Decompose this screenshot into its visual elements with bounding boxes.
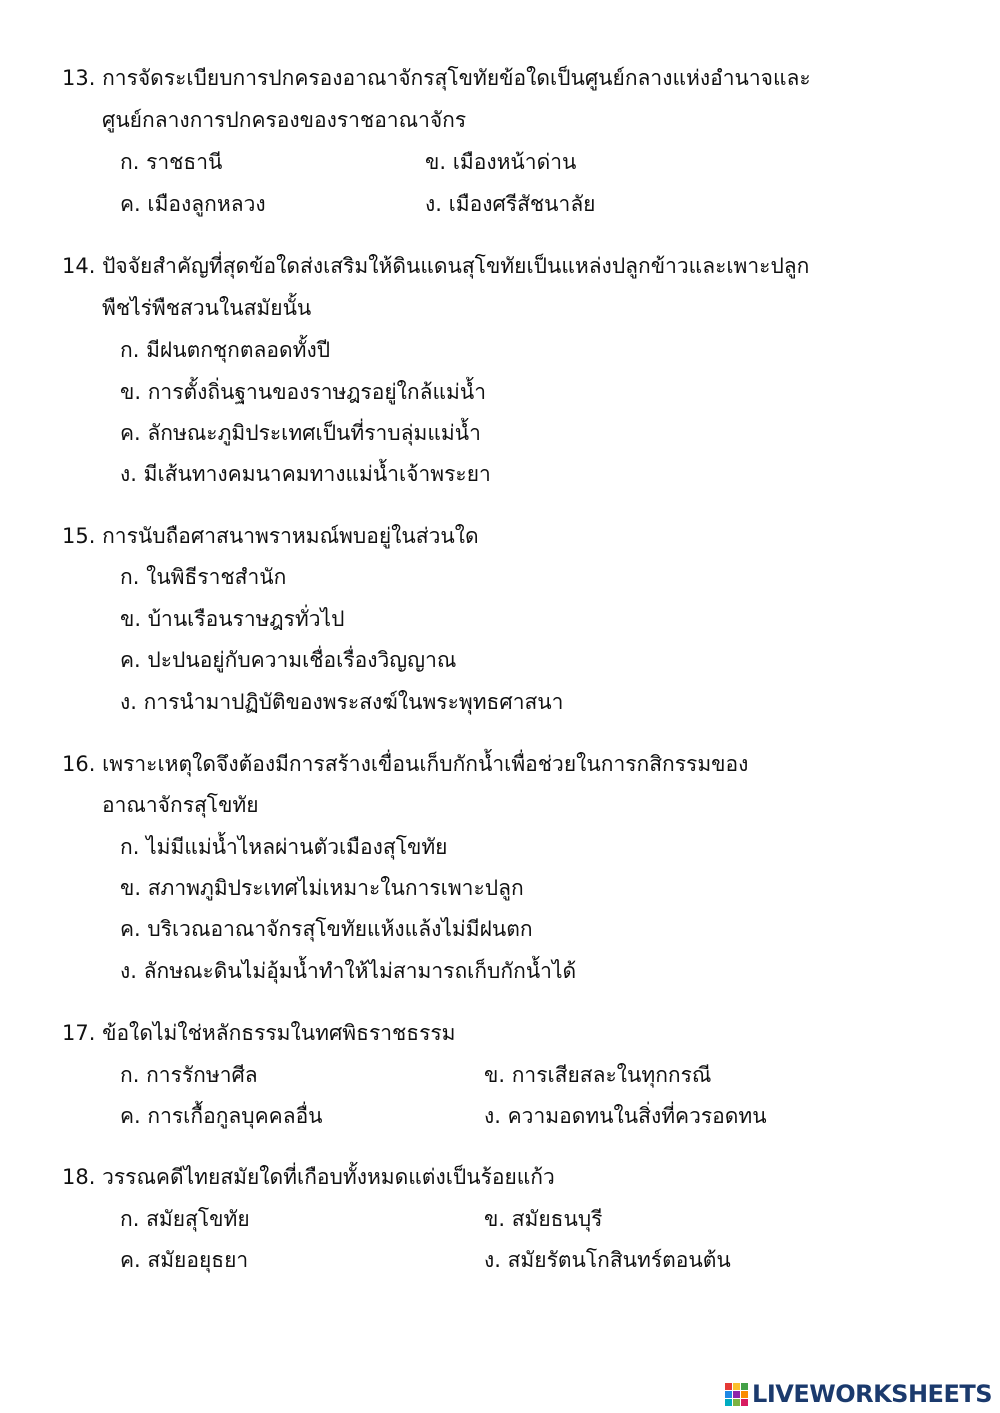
question-15-option-d[interactable]: ง. การนำมาปฏิบัติของพระสงฆ์ในพระพุทธศาสนา xyxy=(120,690,564,714)
question-13-option-c[interactable]: ค. เมืองลูกหลวง xyxy=(120,192,266,216)
question-16-option-d[interactable]: ง. ลักษณะดินไม่อุ้มน้ำทำให้ไม่สามารถเก็บกักน้ำได้ xyxy=(120,959,577,983)
question-15-option-a[interactable]: ก. ในพิธีราชสำนัก xyxy=(120,565,287,589)
question-16-line-1 xyxy=(62,748,748,780)
question-16-number: 16. xyxy=(62,752,96,776)
question-14-option-d[interactable]: ง. มีเส้นทางคมนาคมทางแม่น้ำเจ้าพระยา xyxy=(120,462,491,486)
question-18-option-c[interactable]: ค. สมัยอยุธยา xyxy=(120,1248,249,1272)
question-13-line-1 xyxy=(62,62,811,94)
liveworksheets-logo-text: LIVEWORKSHEETS xyxy=(752,1380,992,1408)
question-13-option-a[interactable]: ก. ราชธานี xyxy=(120,150,223,174)
question-18-number: 18. xyxy=(62,1165,96,1189)
question-15-option-c[interactable]: ค. ปะปนอยู่กับความเชื่อเรื่องวิญญาณ xyxy=(120,648,457,672)
question-13-option-d[interactable]: ง. เมืองศรีสัชนาลัย xyxy=(425,192,596,216)
question-16-option-b[interactable]: ข. สภาพภูมิประเทศไม่เหมาะในการเพาะปลูก xyxy=(120,876,524,900)
question-17-number: 17. xyxy=(62,1021,96,1045)
question-18-option-d[interactable]: ง. สมัยรัตนโกสินทร์ตอนต้น xyxy=(484,1248,731,1272)
question-18-option-a[interactable]: ก. สมัยสุโขทัย xyxy=(120,1207,250,1231)
question-13-line-2: ศูนย์กลางการปกครองของราชอาณาจักร xyxy=(102,108,467,132)
question-16-option-a[interactable]: ก. ไม่มีแม่น้ำไหลผ่านตัวเมืองสุโขทัย xyxy=(120,835,448,859)
question-17-option-b[interactable]: ข. การเสียสละในทุกกรณี xyxy=(484,1063,712,1087)
question-15-number: 15. xyxy=(62,524,96,548)
question-17-option-a[interactable]: ก. การรักษาศีล xyxy=(120,1063,258,1087)
question-14-line-1 xyxy=(62,250,809,282)
question-13-number: 13. xyxy=(62,66,96,90)
question-14-line-2: พืชไร่พืชสวนในสมัยนั้น xyxy=(102,296,312,320)
question-16-line-2: อาณาจักรสุโขทัย xyxy=(102,793,259,817)
question-14-option-c[interactable]: ค. ลักษณะภูมิประเทศเป็นที่ราบลุ่มแม่น้ำ xyxy=(120,421,481,445)
question-14-option-b[interactable]: ข. การตั้งถิ่นฐานของราษฎรอยู่ใกล้แม่น้ำ xyxy=(120,380,486,404)
question-17-option-d[interactable]: ง. ความอดทนในสิ่งที่ควรอดทน xyxy=(484,1104,767,1128)
liveworksheets-logo-icon xyxy=(725,1383,748,1406)
question-18-option-b[interactable]: ข. สมัยธนบุรี xyxy=(484,1207,603,1231)
question-13-text: การจัดระเบียบการปกครองอาณาจักรสุโขทัยข้อใดเป็นศูนย์กลางแห่งอำนาจและ xyxy=(102,66,811,90)
question-17-line-1 xyxy=(62,1017,456,1049)
question-17-option-c[interactable]: ค. การเกื้อกูลบุคคลอื่น xyxy=(120,1104,323,1128)
question-18-line-1 xyxy=(62,1161,555,1193)
question-14-number: 14. xyxy=(62,254,96,278)
question-15-text: การนับถือศาสนาพราหมณ์พบอยู่ในส่วนใด xyxy=(102,524,479,548)
question-15-line-1 xyxy=(62,520,479,552)
question-17-text: ข้อใดไม่ใช่หลักธรรมในทศพิธราชธรรม xyxy=(102,1021,456,1045)
question-13-option-b[interactable]: ข. เมืองหน้าด่าน xyxy=(425,150,577,174)
question-16-text: เพราะเหตุใดจึงต้องมีการสร้างเขื่อนเก็บกักน้ำเพื่อช่วยในการกสิกรรมของ xyxy=(102,752,749,776)
liveworksheets-logo[interactable] xyxy=(725,1380,992,1408)
question-15-option-b[interactable]: ข. บ้านเรือนราษฎรทั่วไป xyxy=(120,607,345,631)
question-14-option-a[interactable]: ก. มีฝนตกชุกตลอดทั้งปี xyxy=(120,338,331,362)
question-18-text: วรรณคดีไทยสมัยใดที่เกือบทั้งหมดแต่งเป็นร้อยแก้ว xyxy=(102,1165,555,1189)
question-16-option-c[interactable]: ค. บริเวณอาณาจักรสุโขทัยแห้งแล้งไม่มีฝนตก xyxy=(120,917,533,941)
question-14-text: ปัจจัยสำคัญที่สุดข้อใดส่งเสริมให้ดินแดนสุโขทัยเป็นแหล่งปลูกข้าวและเพาะปลูก xyxy=(102,254,810,278)
